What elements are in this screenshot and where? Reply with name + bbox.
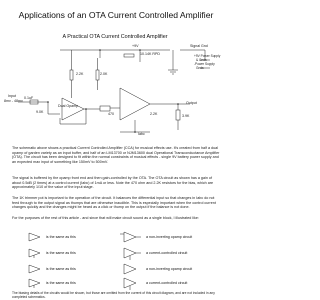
page-title: Applications of an OTA Current Controlled Amplifier (18, 10, 214, 20)
paragraph-trimmer: The 1K trimmer pot is important to the operation of the circuit. It balances the differential input so that changes in Iabc do not feed through to the output signal as thumps that are otherwise inaudible. This is especially important when the control current changes quickly and the changes might be heard as a click or thump on the output if the balance is not done. (12, 196, 216, 209)
supply-note-2: & Gnds (196, 58, 207, 62)
iabc-label: Iabc (138, 132, 145, 136)
ota-block-icon-2 (28, 278, 42, 288)
supply-note-1: +9V Power Supply (194, 54, 221, 58)
input-cap-label: 0.1uF (24, 96, 34, 100)
opamp-block-icon-2 (28, 264, 42, 274)
equivalence-label-3: is the same as this (46, 267, 76, 271)
schematic-title: A Practical OTA Current Controlled Amplifier (62, 34, 168, 40)
equivalence-desc-4: a current-controlled circuit (146, 281, 188, 285)
low-resistor-label: 2.0K (100, 72, 108, 76)
input-range-label: 8mv - 48mv (4, 99, 23, 103)
ota-block-icon (28, 248, 42, 258)
ota-circuit-icon-2 (120, 276, 142, 290)
supply-voltage-label: +9V (132, 44, 139, 48)
bias-resistor-label: 2.2K (76, 72, 84, 76)
supply-note-4: Gnds (196, 66, 204, 70)
input-label: Input (8, 94, 16, 98)
input-resistor-label: 9.0K (36, 110, 44, 114)
equivalence-label-2: is the same as this (46, 251, 76, 255)
top-resistor-label: 10.14K RPD (140, 52, 160, 56)
signal-ground-label: Signal Gnd (190, 44, 208, 48)
equivalence-desc-1: a non-inverting opamp circuit (146, 235, 193, 239)
equivalence-desc-2: a current-controlled circuit (146, 251, 188, 255)
paragraph-purpose: For the purposes of the rest of this article - and since that will make circuit sound as a single block, I illustrated like: (12, 216, 199, 220)
ota-circuit-icon (120, 246, 142, 260)
iabc-resistor-label: 470 (108, 112, 114, 116)
equivalence-desc-3: a non-inverting opamp circuit (146, 267, 193, 271)
dual-opamp-label: Dual Opamp (58, 104, 79, 108)
equivalence-label-1: is the same as this (46, 235, 76, 239)
equivalence-label-4: is the same as this (46, 281, 76, 285)
output-label: Output (186, 101, 197, 105)
opamp-circuit-icon-2 (120, 262, 142, 276)
opamp-circuit-icon (120, 230, 142, 244)
footer-note: The biasing details of the circuits would be shown, but those are omitted from the current of this circuit diagram, and are not included in any completed schematics. (12, 291, 215, 299)
paragraph-intro: The schematic above shows a practical Current Controlled Amplifier (CCA) for musical effects use. It's created from half a dual opamp of garden variety as an input buffer, and half of an LM13700 or NJM13600 dual Operational Transconductance Amplifier (OTA). The circuit has been designed to fit within the normal constraints of musical effects - single 9V battery power supply and an expected max input of something like 150mV to 500mV. (12, 146, 220, 164)
opamp-block-icon (28, 232, 42, 242)
supply-note-3: -Power Supply (194, 62, 215, 66)
output-resistor-label: 3.9K (182, 114, 190, 118)
paragraph-buffer: The signal is buffered by the opamp front end and then gain-controlled by the OTA. The OTA circuit as shown has a gain of about 0.5dB (2 times) at a control current (Iabc) of 1mA or less. Note the 470 ohm and 2.2K resistors for the bias, which are approximately 1/10 of the value of the input stage. (12, 176, 214, 189)
gain-resistor-label: 2.2K (150, 112, 158, 116)
